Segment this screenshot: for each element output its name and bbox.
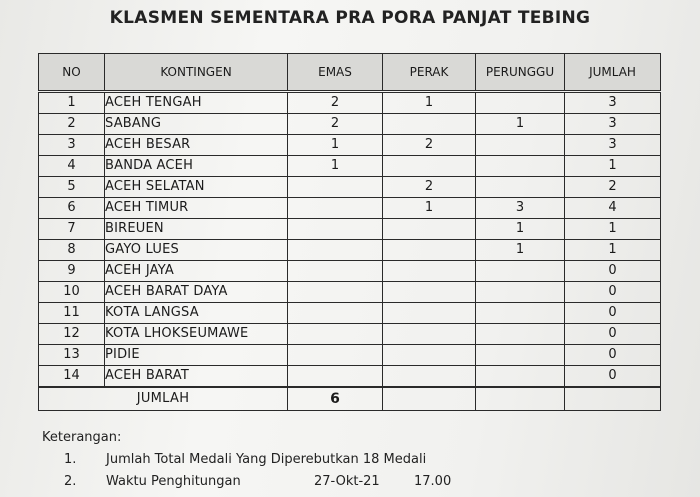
cell-emas: 1: [288, 156, 383, 177]
cell-perak: [383, 366, 476, 388]
note-number: 1.: [64, 452, 77, 467]
table-row: [39, 156, 661, 177]
cell-kontingen: KOTA LANGSA: [105, 303, 288, 324]
cell-perunggu: [476, 303, 565, 324]
cell-kontingen: ACEH BARAT: [105, 366, 288, 388]
table-row: [39, 324, 661, 345]
cell-emas: 1: [288, 135, 383, 156]
cell-emas: [288, 366, 383, 388]
cell-perunggu: [476, 261, 565, 282]
cell-no: 3: [39, 135, 105, 156]
cell-no: 9: [39, 261, 105, 282]
header-perunggu: PERUNGGU: [476, 54, 565, 92]
cell-emas: [288, 282, 383, 303]
cell-perak: [383, 240, 476, 261]
cell-kontingen: KOTA LHOKSEUMAWE: [105, 324, 288, 345]
note-item-2: [42, 471, 452, 493]
cell-perak: [383, 219, 476, 240]
cell-jumlah: 0: [565, 303, 661, 324]
cell-jumlah: 3: [565, 135, 661, 156]
cell-perak: [383, 261, 476, 282]
cell-jumlah: 0: [565, 324, 661, 345]
cell-perak: 2: [383, 177, 476, 198]
cell-jumlah: 3: [565, 114, 661, 135]
cell-no: 6: [39, 198, 105, 219]
cell-kontingen: ACEH BESAR: [105, 135, 288, 156]
cell-perunggu: [476, 135, 565, 156]
cell-no: 1: [39, 92, 105, 114]
cell-emas: [288, 198, 383, 219]
cell-perak: [383, 324, 476, 345]
cell-jumlah: 0: [565, 282, 661, 303]
note-time: 17.00: [414, 474, 452, 489]
cell-emas: 2: [288, 92, 383, 114]
total-label: JUMLAH: [39, 387, 288, 411]
table-row: [39, 303, 661, 324]
cell-kontingen: PIDIE: [105, 345, 288, 366]
cell-emas: [288, 324, 383, 345]
table-row: [39, 345, 661, 366]
note-text: Jumlah Total Medali Yang Diperebutkan 18 Medali: [106, 452, 427, 467]
cell-jumlah: 0: [565, 261, 661, 282]
notes-heading: Keterangan:: [42, 430, 122, 445]
cell-perak: 2: [383, 135, 476, 156]
note-date: 27-Okt-21: [314, 474, 380, 489]
cell-jumlah: 1: [565, 240, 661, 261]
note-text: Waktu Penghitungan: [106, 474, 241, 489]
header-no: NO: [39, 54, 105, 92]
cell-no: 2: [39, 114, 105, 135]
cell-perunggu: [476, 366, 565, 388]
cell-jumlah: 4: [565, 198, 661, 219]
cell-kontingen: SABANG: [105, 114, 288, 135]
total-row: [39, 387, 661, 411]
cell-no: 7: [39, 219, 105, 240]
table-body: [39, 92, 661, 388]
cell-no: 14: [39, 366, 105, 388]
cell-jumlah: 1: [565, 156, 661, 177]
cell-kontingen: BANDA ACEH: [105, 156, 288, 177]
standings-table: [38, 53, 661, 411]
cell-perunggu: [476, 156, 565, 177]
page-title: KLASMEN SEMENTARA PRA PORA PANJAT TEBING: [109, 8, 591, 28]
cell-no: 12: [39, 324, 105, 345]
cell-perunggu: [476, 177, 565, 198]
cell-jumlah: 3: [565, 92, 661, 114]
table-row: [39, 282, 661, 303]
cell-perunggu: [476, 282, 565, 303]
cell-emas: [288, 240, 383, 261]
note-item-1: [42, 449, 427, 471]
header-emas: EMAS: [288, 54, 383, 92]
cell-jumlah: 2: [565, 177, 661, 198]
total-perak: [383, 387, 476, 411]
cell-perunggu: [476, 345, 565, 366]
cell-no: 10: [39, 282, 105, 303]
header-jumlah: JUMLAH: [565, 54, 661, 92]
total-emas: 6: [288, 387, 383, 411]
note-number: 2.: [64, 474, 77, 489]
cell-perunggu: 1: [476, 114, 565, 135]
cell-kontingen: ACEH TIMUR: [105, 198, 288, 219]
cell-emas: [288, 177, 383, 198]
cell-emas: [288, 219, 383, 240]
cell-jumlah: 0: [565, 345, 661, 366]
cell-perak: [383, 345, 476, 366]
cell-perak: [383, 282, 476, 303]
cell-perak: [383, 156, 476, 177]
header-perak: PERAK: [383, 54, 476, 92]
header-row: [39, 54, 661, 92]
cell-kontingen: ACEH TENGAH: [105, 92, 288, 114]
cell-kontingen: BIREUEN: [105, 219, 288, 240]
table-row: [39, 261, 661, 282]
cell-perak: 1: [383, 92, 476, 114]
cell-perunggu: [476, 324, 565, 345]
cell-no: 5: [39, 177, 105, 198]
table-row: [39, 198, 661, 219]
total-perunggu: [476, 387, 565, 411]
cell-no: 4: [39, 156, 105, 177]
cell-no: 8: [39, 240, 105, 261]
cell-perak: [383, 303, 476, 324]
cell-jumlah: 1: [565, 219, 661, 240]
cell-no: 13: [39, 345, 105, 366]
cell-jumlah: 0: [565, 366, 661, 388]
cell-kontingen: ACEH SELATAN: [105, 177, 288, 198]
table-row: [39, 92, 661, 114]
cell-emas: [288, 303, 383, 324]
table-row: [39, 219, 661, 240]
cell-kontingen: ACEH BARAT DAYA: [105, 282, 288, 303]
cell-perunggu: 3: [476, 198, 565, 219]
table-row: [39, 114, 661, 135]
total-jumlah: [565, 387, 661, 411]
cell-perak: [383, 114, 476, 135]
table-row: [39, 177, 661, 198]
cell-emas: [288, 261, 383, 282]
cell-perunggu: 1: [476, 219, 565, 240]
cell-no: 11: [39, 303, 105, 324]
cell-emas: 2: [288, 114, 383, 135]
table-footer: [39, 387, 661, 411]
header-kontingen: KONTINGEN: [105, 54, 288, 92]
cell-emas: [288, 345, 383, 366]
cell-perunggu: 1: [476, 240, 565, 261]
cell-perak: 1: [383, 198, 476, 219]
cell-kontingen: GAYO LUES: [105, 240, 288, 261]
notes-section: [42, 430, 452, 493]
table-row: [39, 135, 661, 156]
cell-perunggu: [476, 92, 565, 114]
table-row: [39, 366, 661, 388]
cell-kontingen: ACEH JAYA: [105, 261, 288, 282]
table-header: [39, 54, 661, 92]
table-row: [39, 240, 661, 261]
